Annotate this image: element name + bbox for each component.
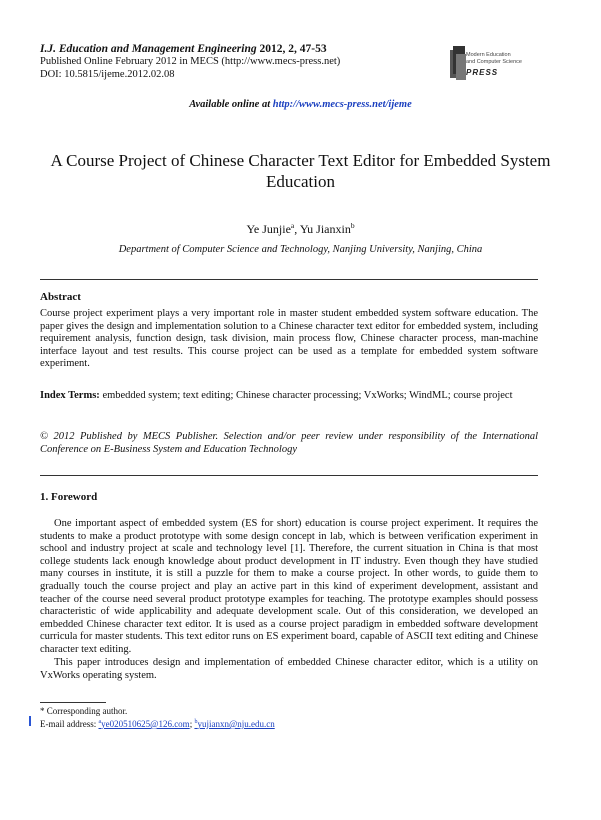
published-line: Published Online February 2012 in MECS (http://www.mecs-press.net) xyxy=(40,56,341,67)
divider xyxy=(40,279,538,280)
section-heading: 1. Foreword xyxy=(40,491,98,503)
journal-citation xyxy=(40,43,340,56)
divider xyxy=(40,475,538,476)
footnote-corresponding: * Corresponding author. xyxy=(40,706,128,716)
footnote-divider xyxy=(40,702,106,703)
journal-url-link[interactable]: http://www.mecs-press.net/ijeme xyxy=(272,99,412,110)
affiliation: Department of Computer Science and Technology, Nanjing University, Nanjing, China xyxy=(118,244,483,255)
author-name: Ye Junjie xyxy=(246,222,291,236)
doi-line: DOI: 10.5815/ijeme.2012.02.08 xyxy=(40,68,175,80)
email-link[interactable]: $^b$yujianxn@nju.edu.cn xyxy=(194,719,275,729)
journal-volume: 2012, 2, 47-53 xyxy=(259,43,327,55)
abstract-text: Course project experiment plays a very important role in master student embedded system software education. The paper gives the design and implementation solution to a Chinese character text editor for embedded system, including requirement analysis, function design, task division, main process flow, Chinese character process, man-machine interface layout and test results. This course project can be used as a template for embedded system software experiment. xyxy=(40,308,538,370)
available-online: Available online at http://www.mecs-press.net/ijeme xyxy=(189,99,412,110)
abstract-heading: Abstract xyxy=(40,291,81,303)
index-terms: Index Terms: embedded system; text editing; Chinese character processing; VxWorks; WindML; course project xyxy=(40,390,513,401)
journal-header xyxy=(40,43,340,81)
paper-title: A Course Project of Chinese Character Text Editor for Embedded System Education xyxy=(50,151,551,191)
footnote-email: E-mail address: $^a$ye020510625@126.com; $^b$yujianxn@nju.edu.cn xyxy=(40,719,275,729)
book-stack-icon xyxy=(448,44,468,84)
email-link[interactable]: $^a$ye020510625@126.com xyxy=(98,719,190,729)
margin-marker xyxy=(29,716,31,726)
logo-text: Modern Education and Computer Science xyxy=(466,52,522,65)
body-paragraph: One important aspect of embedded system (ES for short) education is course project experiment. It requires the students to make a product prototype with some design concept in lab, which is between verification experiment in school and industry project at scale and technology level [1]. Therefore, the current situation in China is that most college students lack enough knowledge about product development in IT industry. Even though they have studied many courses in institute, it is still a puzzle for them to make a course project. In other words, to guide them to gradually touch the course project and play an active part in this kind of experiment development, assistant and teacher of the course need several product prototype examples for teaching. The prototype examples should possess characteristic of wide applicability and adequate development scale. Out of this consideration, we developed an embedded Chinese character text editor. It is used as a course project paradigm in embedded software development curricula for master students. This text editor runs on ES experiment board, capable of ASCII text editing and Chinese character text editing. xyxy=(40,518,538,655)
author-list: Ye Junjie$^a$, Yu Jianxin$^b$ xyxy=(246,221,355,236)
author-name: Yu Jianxin xyxy=(299,222,351,236)
logo-press: PRESS xyxy=(466,68,499,77)
journal-title: I.J. Education and Management Engineering xyxy=(40,43,257,55)
publisher-logo xyxy=(448,40,558,86)
copyright-notice: © 2012 Published by MECS Publisher. Selection and/or peer review under responsibility of the International Conference on E-Business System and Education Technology xyxy=(40,431,538,455)
body-paragraph: This paper introduces design and implementation of embedded Chinese character editor, which is a utility on VxWorks operating system. xyxy=(40,657,538,681)
